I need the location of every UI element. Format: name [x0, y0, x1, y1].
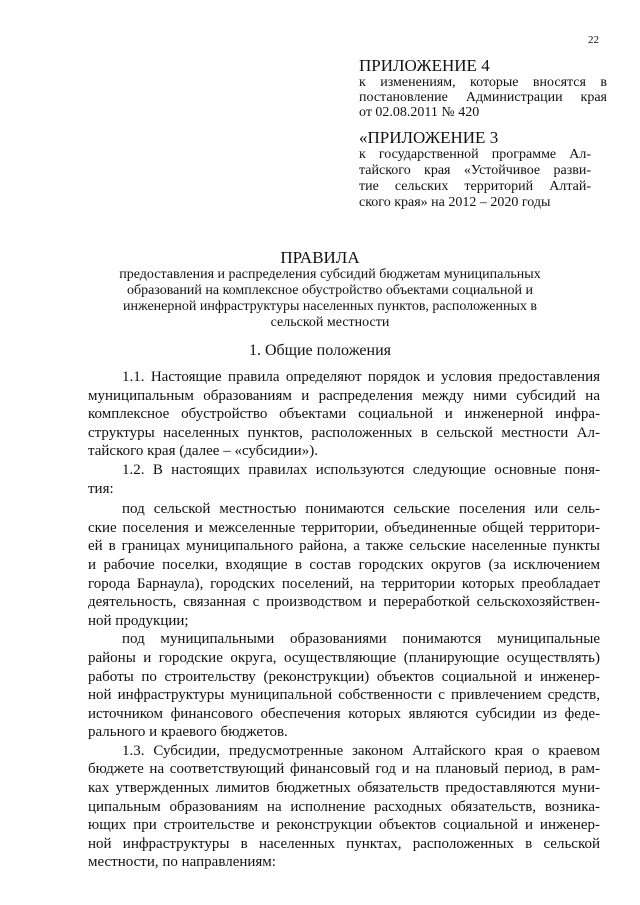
text-line: ские поселения и межселенные территории, объединенные общей территори-: [88, 519, 600, 536]
text-line: города Барнаула), городских поселений, на территории которых преобладает: [88, 575, 600, 592]
text-line: 1.2. В настоящих правилах используются следующие основные поня-: [122, 461, 600, 478]
text-line: муниципальным образованиям и распределения между ними субсидий на: [88, 387, 600, 404]
text-line: структуры населенных пунктов, расположенных в сельской местности Ал-: [88, 424, 600, 441]
text-line: под сельской местностью понимаются сельские поселения или сель-: [122, 501, 600, 518]
text-line: районы и городские округа, осуществляющие (планирующие осуществлять): [88, 649, 600, 666]
rules-subtitle: [100, 267, 560, 331]
appendix-3-line: тие сельских территорий Алтай-: [359, 179, 591, 194]
page-number: 22: [588, 34, 599, 46]
text-line: комплексное обустройство объектами социальной и инженерной инфра-: [88, 406, 600, 423]
rules-subtitle-line: образований на комплексное обустройство объектами социальной и: [126, 283, 534, 298]
body-text: [88, 368, 600, 872]
text-line: ной продукции;: [88, 612, 189, 629]
text-line: 1.1. Настоящие правила определяют порядок и условия предоставления: [122, 369, 600, 385]
text-line: тия:: [88, 480, 114, 497]
appendix-4-line: от 02.08.2011 № 420: [359, 105, 480, 120]
section-heading: 1. Общие положения: [248, 342, 392, 359]
appendix-4-header: [359, 56, 607, 120]
rules-subtitle-line: предоставления и распределения субсидий бюджетам муниципальных: [119, 267, 541, 282]
appendix-4-line: постановление Администрации края: [359, 90, 607, 105]
text-line: местности, по направлениям:: [88, 854, 276, 871]
text-line: ей в границах муниципального района, а также сельские населенные пункты: [88, 538, 600, 555]
text-line: ках утвержденных лимитов бюджетных обязательств предоставляются муни-: [88, 780, 600, 797]
appendix-3-line: к государственной программе Ал-: [359, 147, 591, 162]
text-line: рального и краевого бюджетов.: [88, 724, 288, 741]
text-line: деятельность, связанная с производством и переработкой сельскохозяйствен-: [88, 594, 600, 611]
rules-title: ПРАВИЛА: [280, 248, 360, 267]
appendix-3-line: ского края» на 2012 – 2020 годы: [359, 195, 551, 210]
text-line: ной инфраструктуры в населенных пунктах, расположенных в сельской: [88, 835, 600, 852]
text-line: бюджете на соответствующий финансовый год и на плановый период, в рам-: [88, 761, 600, 778]
rules-subtitle-line: инженерной инфраструктуры населенных пунктов, расположенных в: [122, 299, 538, 314]
appendix-4-line: к изменениям, которые вносятся в: [359, 75, 607, 90]
appendix-3-title: «ПРИЛОЖЕНИЕ 3: [359, 128, 499, 147]
text-line: ющих при строительстве и реконструкции объектов социальной и инженер-: [88, 817, 600, 834]
text-line: источником финансового обеспечения которых являются субсидии из феде-: [88, 705, 600, 722]
rules-subtitle-line: сельской местности: [270, 315, 390, 330]
text-line: и рабочие поселки, входящие в состав городских округов (за исключением: [88, 556, 600, 573]
appendix-4-title: ПРИЛОЖЕНИЕ 4: [359, 56, 490, 75]
appendix-3-line: тайского края «Устойчивое разви-: [359, 163, 591, 178]
text-line: работы по строительству (реконструкции) объектов социальной и инженер-: [88, 668, 600, 685]
text-line: ной инфраструктуры муниципальной собственности с привлечением средств,: [88, 687, 600, 704]
text-line: ципальным образованиям на исполнение расходных обязательств, возника-: [88, 798, 600, 815]
appendix-3-header: [359, 128, 591, 211]
text-line: тайского края (далее – «субсидии»).: [88, 443, 318, 460]
text-line: под муниципальными образованиями понимаются муниципальные: [122, 631, 600, 648]
text-line: 1.3. Субсидии, предусмотренные законом Алтайского края о краевом: [122, 742, 600, 759]
